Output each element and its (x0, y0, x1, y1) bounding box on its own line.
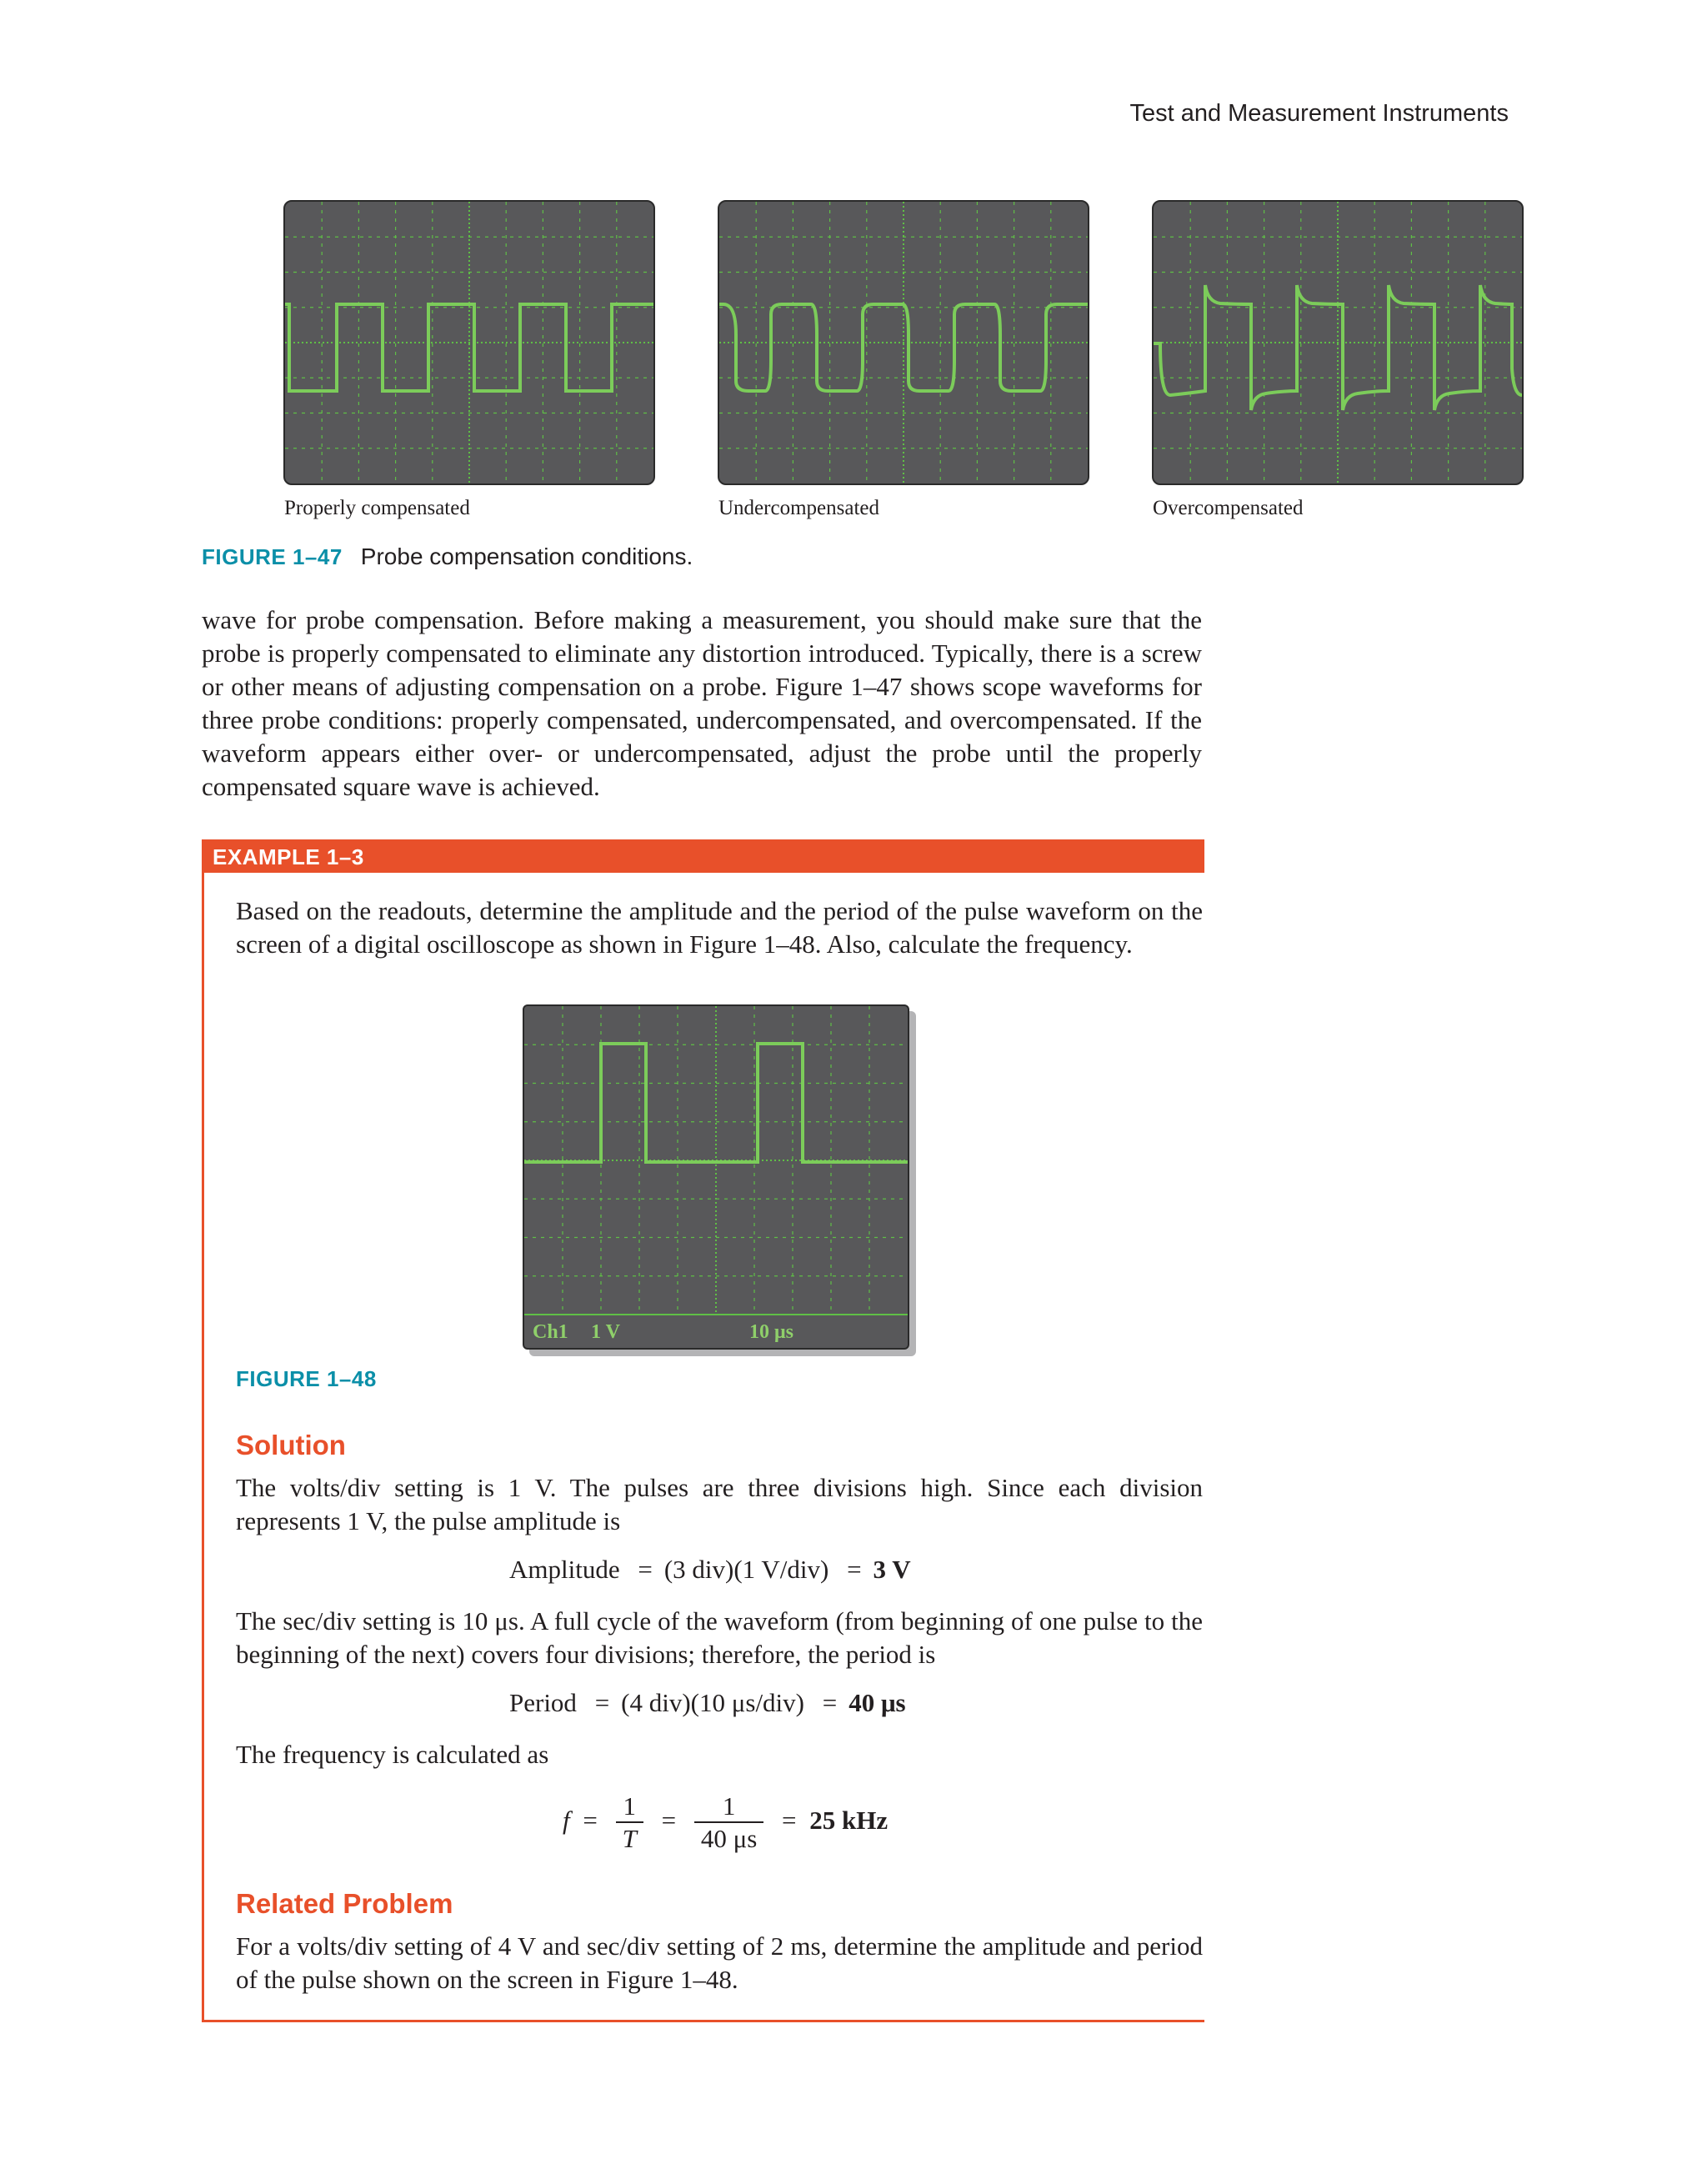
equation-frequency (563, 1791, 888, 1855)
eq-result: 40 μs (848, 1688, 906, 1717)
numerator: 1 (616, 1791, 643, 1823)
scope-figure-1-48 (523, 1004, 909, 1350)
denominator: T (622, 1824, 637, 1853)
equation-amplitude (509, 1555, 911, 1585)
related-problem-heading: Related Problem (236, 1888, 453, 1919)
scope-overcompensated (1152, 200, 1524, 485)
scope-screen-under (719, 202, 1088, 483)
caption-properly: Properly compensated (284, 497, 470, 519)
eq-operator: = (661, 1806, 677, 1836)
eq-expression: (3 div)(1 V/div) (663, 1555, 829, 1584)
example-title: EXAMPLE 1–3 (213, 844, 364, 869)
eq-operator: = (638, 1555, 653, 1584)
eq-operator: = (822, 1688, 838, 1717)
figure-1-47 (283, 200, 1520, 483)
solution-heading: Solution (236, 1430, 346, 1460)
figure-1-48-label: FIGURE 1–48 (236, 1366, 377, 1391)
running-header: Test and Measurement Instruments (1129, 100, 1509, 127)
eq-operator: = (847, 1555, 862, 1584)
scope-properly-compensated (283, 200, 655, 485)
caption-under: Undercompensated (718, 497, 879, 519)
figure-1-47-caption (202, 543, 693, 570)
figure-label: FIGURE 1–47 (202, 544, 343, 569)
eq-operator: = (594, 1688, 610, 1717)
eq-result: 3 V (873, 1555, 911, 1584)
eq-operator: = (782, 1806, 797, 1836)
numerator: 1 (694, 1791, 763, 1823)
eq-lhs: Period (509, 1688, 577, 1717)
paragraph-text: wave for probe compensation. Before making a measurement, you should make sure that the probe is properly compensated to eliminate any distortion introduced. Typically, there is a screw or other means of adjusting compensation on a probe. Figure 1–47 shows scope waveforms for three probe conditions: properly compensated, undercompensated, and overcompensated. If the waveform appears either over- or undercompensated, adjust the probe until the properly compensated square wave is achieved. (202, 605, 1202, 801)
figure-caption-text: Probe compensation conditions. (360, 543, 693, 569)
scope-screen-1-48 (524, 1006, 908, 1348)
readout-volts-div: 1 V (591, 1321, 620, 1343)
solution-paragraph-3 (236, 1738, 1203, 1771)
scope-grid (285, 202, 653, 483)
fraction-1-over-t (616, 1791, 643, 1855)
scope-grid (1154, 202, 1522, 483)
problem-text: Based on the readouts, determine the amplitude and the period of the pulse waveform on the screen of a digital oscilloscope as shown in Figure 1–48. Also, calculate the frequency. (236, 896, 1203, 959)
body-paragraph (202, 604, 1202, 804)
caption-over: Overcompensated (1153, 497, 1304, 519)
solution-text-3: The frequency is calculated as (236, 1740, 549, 1769)
example-title-bar (204, 839, 1204, 873)
example-box (202, 839, 1204, 2022)
readout-sec-div: 10 μs (749, 1321, 793, 1343)
scope-grid (719, 202, 1088, 483)
fraction-1-over-40us (694, 1791, 763, 1855)
denominator: 40 μs (700, 1824, 758, 1853)
solution-paragraph-2 (236, 1605, 1203, 1671)
eq-expression: (4 div)(10 μs/div) (621, 1688, 804, 1717)
readout-channel: Ch1 (533, 1321, 568, 1343)
scope-screen-over (1154, 202, 1522, 483)
scope-undercompensated (718, 200, 1089, 485)
solution-text-2: The sec/div setting is 10 μs. A full cycle of the waveform (from beginning of one pulse to the beginning of the next) covers four divisions; therefore, the period is (236, 1606, 1203, 1669)
example-problem (236, 894, 1203, 961)
related-text: For a volts/div setting of 4 V and sec/div setting of 2 ms, determine the amplitude and period of the pulse shown on the screen in Figure 1–48. (236, 1931, 1203, 1994)
eq-lhs: Amplitude (509, 1555, 620, 1584)
scope-screen-properly (285, 202, 653, 483)
equation-period (509, 1688, 906, 1718)
solution-text-1: The volts/div setting is 1 V. The pulses are three divisions high. Since each division represents 1 V, the pulse amplitude is (236, 1473, 1203, 1535)
eq-variable: f (563, 1806, 570, 1836)
eq-result: 25 kHz (809, 1806, 889, 1836)
eq-operator: = (583, 1806, 598, 1836)
related-problem-text (236, 1930, 1203, 1996)
solution-paragraph-1 (236, 1471, 1203, 1538)
